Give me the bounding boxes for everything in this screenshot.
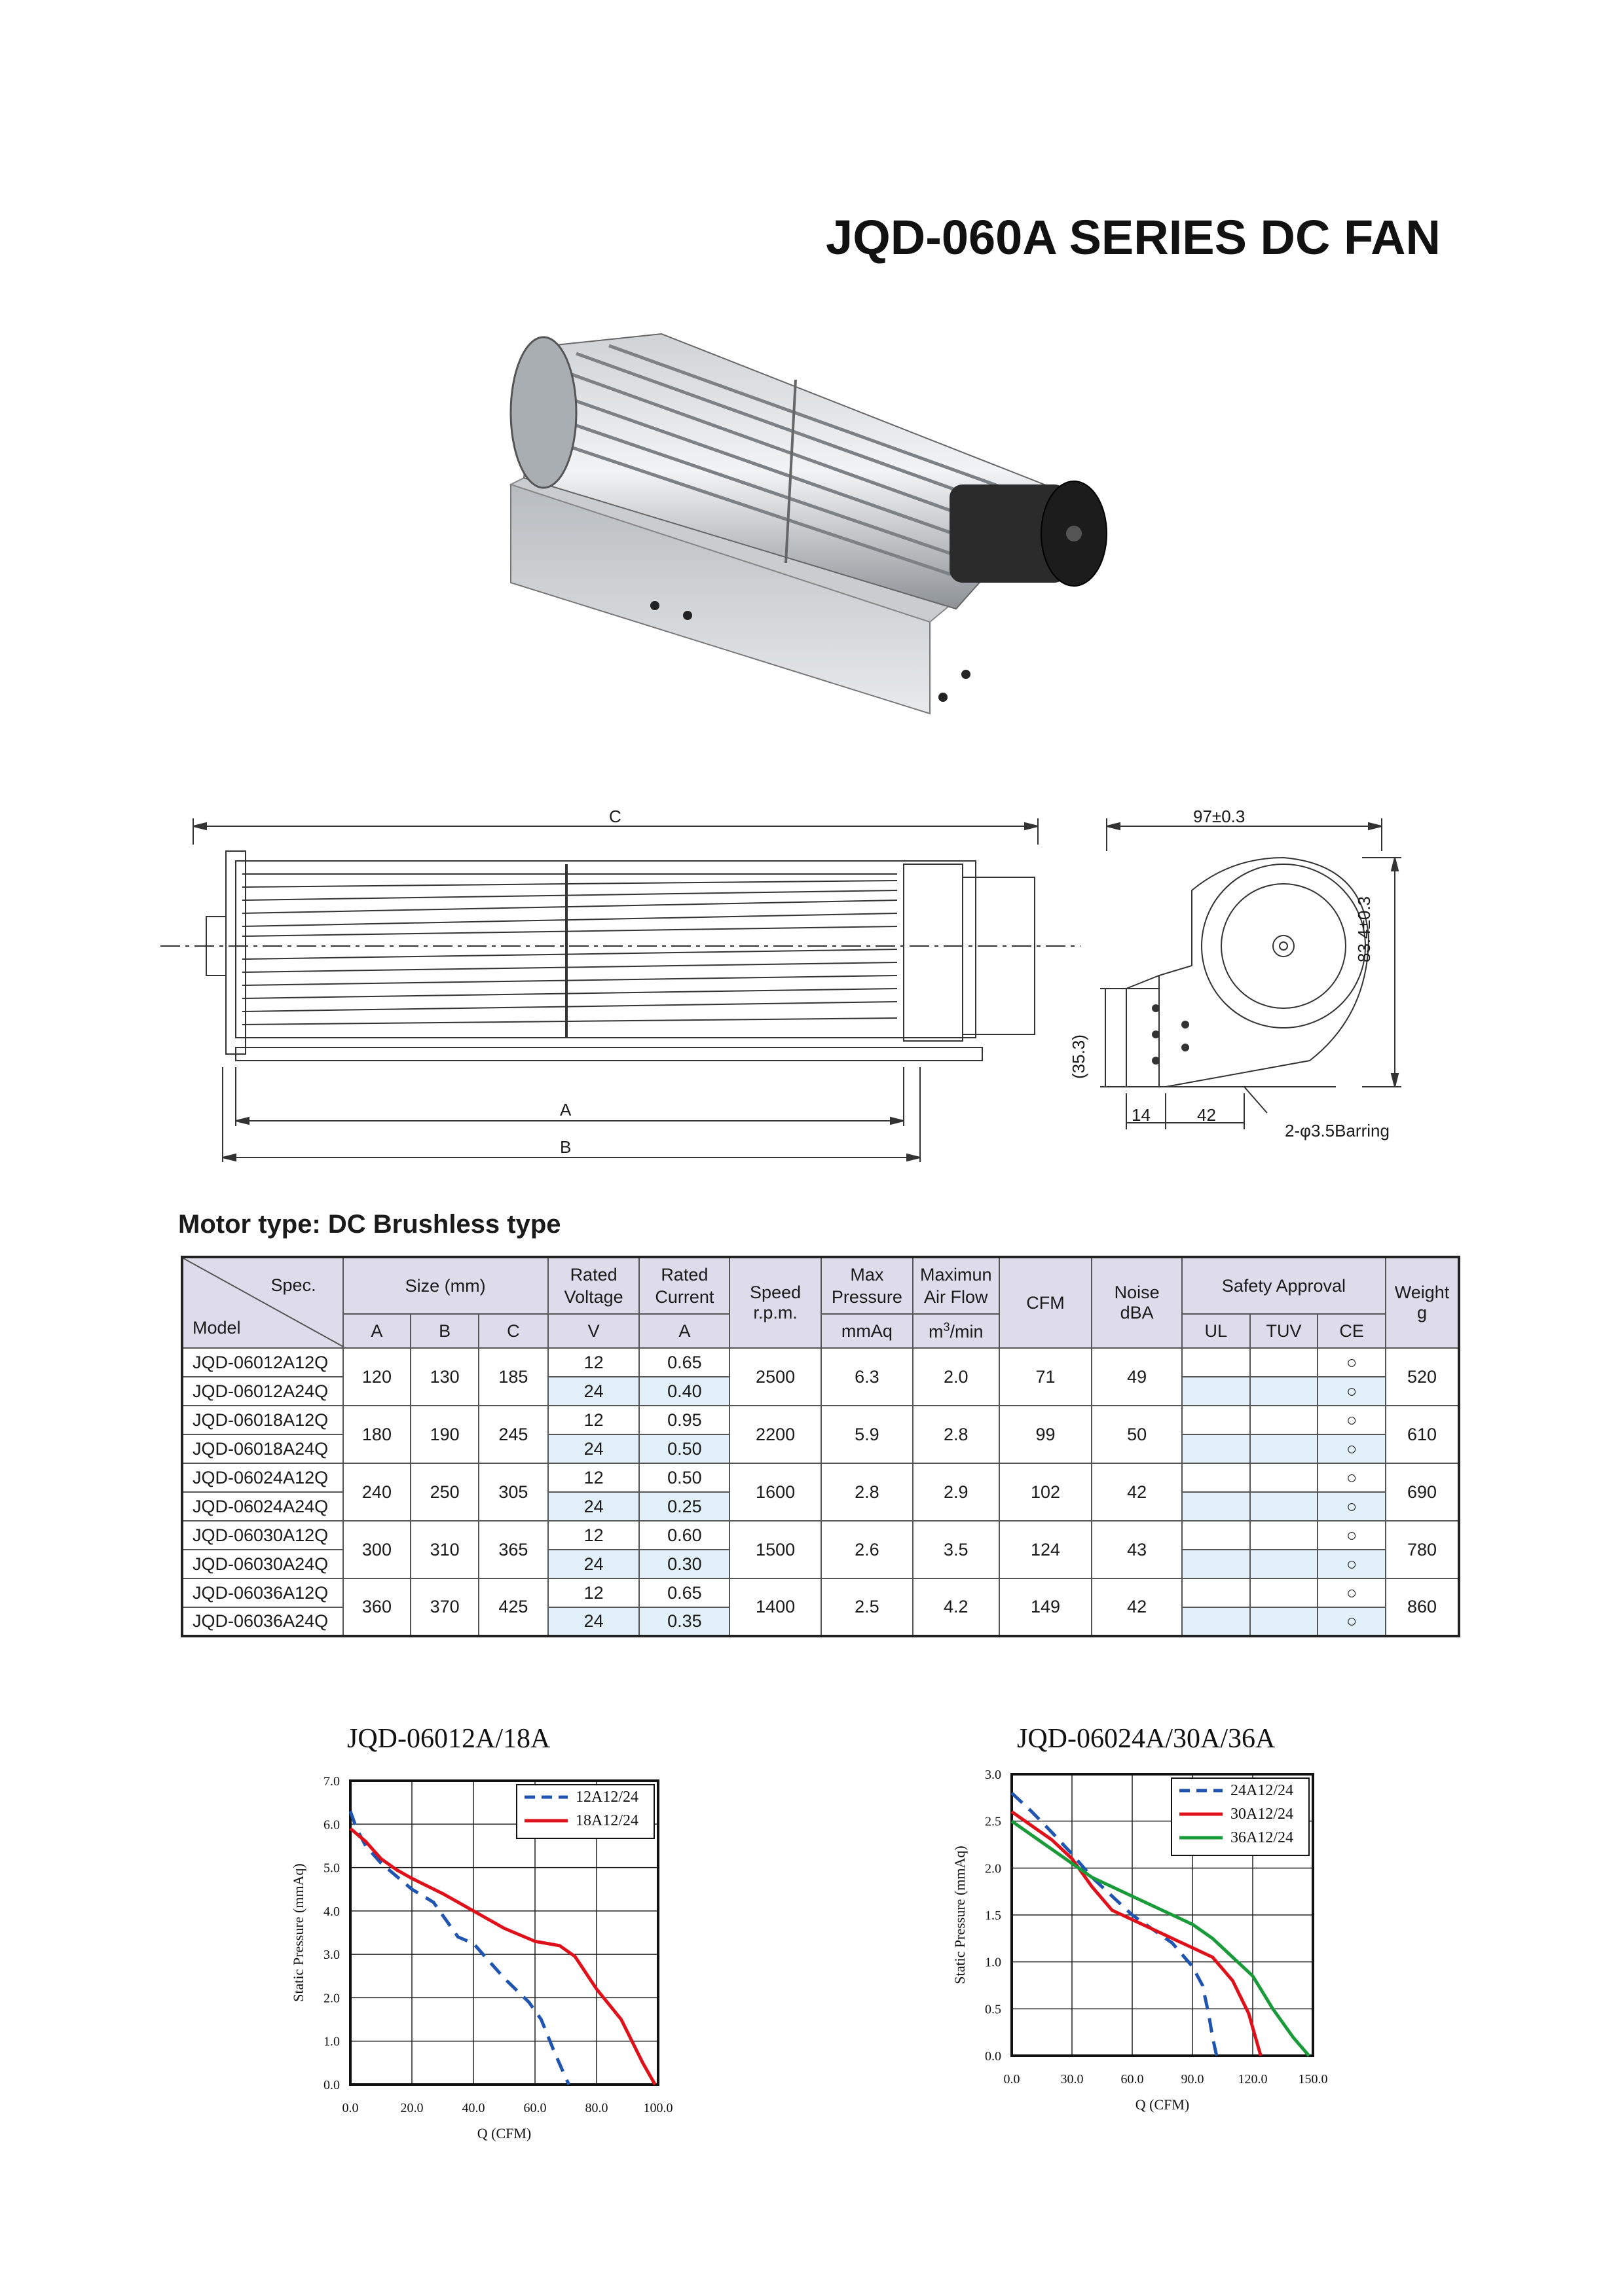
size-c-cell: 365: [479, 1521, 548, 1578]
chart-1: [288, 1768, 694, 2160]
model-cell: JQD-06012A12Q: [182, 1348, 343, 1377]
ce-cell: ○: [1318, 1348, 1386, 1377]
pressure-cell: 5.9: [821, 1406, 913, 1463]
x-axis-label: Q (CFM): [1135, 2096, 1190, 2113]
cfm-cell: 102: [999, 1463, 1092, 1521]
spec-table: [181, 1256, 1460, 1637]
max-pressure-header: Max Pressure: [821, 1257, 913, 1314]
model-cell: JQD-06018A24Q: [182, 1434, 343, 1463]
model-cell: JQD-06012A24Q: [182, 1377, 343, 1406]
tuv-cell: [1250, 1463, 1318, 1492]
front-view-drawing: [151, 799, 1080, 1165]
current-cell: 0.65: [639, 1348, 729, 1377]
size-a-cell: 300: [343, 1521, 411, 1578]
fan-product-image: [498, 308, 1231, 779]
tuv-cell: [1250, 1348, 1318, 1377]
y-tick-label: 0.0: [323, 2078, 340, 2092]
noise-header: Noise: [1114, 1283, 1160, 1302]
motor-type-heading: Motor type: DC Brushless type: [178, 1210, 561, 1239]
model-cell: JQD-06030A12Q: [182, 1521, 343, 1550]
x-tick-label: 150.0: [1298, 2072, 1328, 2086]
size-a-cell: 360: [343, 1578, 411, 1636]
voltage-cell: 24: [548, 1492, 640, 1521]
voltage-cell: 24: [548, 1377, 640, 1406]
size-a-cell: 120: [343, 1348, 411, 1406]
y-tick-label: 4.0: [323, 1904, 340, 1919]
chart2-title: JQD-06024A/30A/36A: [1017, 1724, 1276, 1754]
airflow-cell: 4.2: [913, 1578, 999, 1636]
legend-label: 12A12/24: [576, 1789, 638, 1806]
y-tick-label: 2.0: [323, 1991, 340, 2006]
voltage-cell: 24: [548, 1607, 640, 1636]
current-cell: 0.65: [639, 1578, 729, 1607]
voltage-unit-header: V: [548, 1314, 640, 1348]
x-tick-label: 60.0: [523, 2101, 547, 2115]
airflow-unit-tail: /min: [950, 1321, 984, 1341]
airflow-cell: 3.5: [913, 1521, 999, 1578]
noise-cell: 50: [1092, 1406, 1182, 1463]
y-tick-label: 2.5: [985, 1814, 1001, 1829]
dim-width: 97±0.3: [1193, 807, 1246, 826]
noise-header-cell: [1092, 1257, 1182, 1348]
ce-cell: ○: [1318, 1406, 1386, 1434]
voltage-cell: 12: [548, 1463, 640, 1492]
x-tick-label: 0.0: [1003, 2072, 1020, 2086]
airflow-cell: 2.0: [913, 1348, 999, 1406]
noise-cell: 42: [1092, 1463, 1182, 1521]
x-tick-label: 120.0: [1238, 2072, 1268, 2086]
rated-voltage-header: Rated Voltage: [548, 1257, 640, 1314]
ul-cell: [1182, 1607, 1250, 1636]
size-c-header: C: [479, 1314, 548, 1348]
speed-cell: 2200: [729, 1406, 821, 1463]
ce-cell: ○: [1318, 1550, 1386, 1578]
y-tick-label: 2.0: [985, 1861, 1001, 1876]
x-tick-label: 80.0: [585, 2101, 608, 2115]
airflow-unit-sup: 3: [943, 1320, 950, 1334]
y-tick-label: 5.0: [323, 1861, 340, 1876]
weight-header-cell: [1386, 1257, 1459, 1348]
speed-cell: 1400: [729, 1578, 821, 1636]
x-tick-label: 90.0: [1181, 2072, 1204, 2086]
weight-cell: 520: [1386, 1348, 1459, 1406]
ce-header: CE: [1318, 1314, 1386, 1348]
noise-cell: 49: [1092, 1348, 1182, 1406]
ce-cell: ○: [1318, 1492, 1386, 1521]
speed-header-cell: [729, 1257, 821, 1348]
tuv-cell: [1250, 1406, 1318, 1434]
x-tick-label: 20.0: [400, 2101, 424, 2115]
current-cell: 0.50: [639, 1434, 729, 1463]
cfm-cell: 124: [999, 1521, 1092, 1578]
x-axis-label: Q (CFM): [477, 2125, 532, 2141]
dim-height: 83.4±0.3: [1354, 896, 1374, 962]
size-header: Size (mm): [343, 1257, 548, 1314]
model-cell: JQD-06030A24Q: [182, 1550, 343, 1578]
dba-header: dBA: [1120, 1303, 1154, 1322]
y-tick-label: 3.0: [985, 1768, 1001, 1782]
dim-14: 14: [1132, 1105, 1151, 1125]
x-tick-label: 0.0: [342, 2101, 359, 2115]
table-row: [182, 1521, 1459, 1550]
page-title: JQD-060A SERIES DC FAN: [826, 210, 1441, 264]
model-cell: JQD-06036A12Q: [182, 1578, 343, 1607]
x-tick-label: 40.0: [462, 2101, 485, 2115]
ul-header: UL: [1182, 1314, 1250, 1348]
voltage-cell: 24: [548, 1434, 640, 1463]
voltage-cell: 12: [548, 1348, 640, 1377]
voltage-cell: 12: [548, 1578, 640, 1607]
ce-cell: ○: [1318, 1463, 1386, 1492]
ce-cell: ○: [1318, 1521, 1386, 1550]
size-b-cell: 130: [411, 1348, 479, 1406]
pressure-cell: 2.6: [821, 1521, 913, 1578]
airflow-cell: 2.9: [913, 1463, 999, 1521]
ul-cell: [1182, 1550, 1250, 1578]
size-c-cell: 185: [479, 1348, 548, 1406]
current-cell: 0.30: [639, 1550, 729, 1578]
chart-2: [950, 1768, 1356, 2134]
size-b-header: B: [411, 1314, 479, 1348]
speed-header: Speed: [750, 1283, 802, 1302]
ul-cell: [1182, 1348, 1250, 1377]
noise-cell: 43: [1092, 1521, 1182, 1578]
dim-side: (35.3): [1069, 1034, 1088, 1079]
current-cell: 0.95: [639, 1406, 729, 1434]
table-row: [182, 1578, 1459, 1607]
airflow-cell: 2.8: [913, 1406, 999, 1463]
y-tick-label: 3.0: [323, 1948, 340, 1963]
noise-cell: 42: [1092, 1578, 1182, 1636]
model-cell: JQD-06036A24Q: [182, 1607, 343, 1636]
tuv-cell: [1250, 1607, 1318, 1636]
weight-cell: 610: [1386, 1406, 1459, 1463]
series-line-18A12/24: [350, 1829, 655, 2085]
y-tick-label: 1.0: [323, 2034, 340, 2049]
speed-cell: 1600: [729, 1463, 821, 1521]
rpm-header: r.p.m.: [753, 1303, 798, 1322]
hole-note: 2-φ3.5Barring: [1285, 1121, 1390, 1140]
ce-cell: ○: [1318, 1434, 1386, 1463]
chart1-title: JQD-06012A/18A: [347, 1724, 551, 1754]
weight-header: Weight: [1394, 1283, 1450, 1302]
size-a-cell: 180: [343, 1406, 411, 1463]
size-c-cell: 425: [479, 1578, 548, 1636]
pressure-cell: 2.8: [821, 1463, 913, 1521]
series-line-36A12/24: [1012, 1821, 1309, 2056]
table-row: [182, 1406, 1459, 1434]
size-b-cell: 190: [411, 1406, 479, 1463]
spec-header: Spec.: [270, 1275, 316, 1295]
size-c-cell: 305: [479, 1463, 548, 1521]
ul-cell: [1182, 1492, 1250, 1521]
x-tick-label: 100.0: [643, 2101, 673, 2115]
tuv-header: TUV: [1250, 1314, 1318, 1348]
dim-label-a: A: [560, 1100, 572, 1120]
y-axis-label: Static Pressure (mmAq): [290, 1863, 306, 2002]
weight-cell: 690: [1386, 1463, 1459, 1521]
current-cell: 0.60: [639, 1521, 729, 1550]
cfm-cell: 99: [999, 1406, 1092, 1463]
current-cell: 0.40: [639, 1377, 729, 1406]
current-cell: 0.35: [639, 1607, 729, 1636]
ul-cell: [1182, 1377, 1250, 1406]
ce-cell: ○: [1318, 1377, 1386, 1406]
ul-cell: [1182, 1434, 1250, 1463]
table-row: [182, 1348, 1459, 1377]
ce-cell: ○: [1318, 1607, 1386, 1636]
tuv-cell: [1250, 1492, 1318, 1521]
max-airflow-header: Maximun Air Flow: [913, 1257, 999, 1314]
voltage-cell: 24: [548, 1550, 640, 1578]
dim-42: 42: [1197, 1105, 1216, 1125]
table-row: [182, 1463, 1459, 1492]
size-a-cell: 240: [343, 1463, 411, 1521]
speed-cell: 1500: [729, 1521, 821, 1578]
size-c-cell: 245: [479, 1406, 548, 1463]
dim-label-b: B: [560, 1137, 572, 1157]
tuv-cell: [1250, 1578, 1318, 1607]
tuv-cell: [1250, 1434, 1318, 1463]
y-tick-label: 6.0: [323, 1817, 340, 1832]
legend-label: 36A12/24: [1230, 1829, 1293, 1846]
tuv-cell: [1250, 1377, 1318, 1406]
safety-header: Safety Approval: [1182, 1257, 1386, 1314]
rated-current-header: Rated Current: [639, 1257, 729, 1314]
y-tick-label: 1.0: [985, 1955, 1001, 1970]
g-header: g: [1416, 1303, 1428, 1322]
series-line-12A12/24: [350, 1811, 569, 2085]
current-cell: 0.25: [639, 1492, 729, 1521]
cfm-cell: 71: [999, 1348, 1092, 1406]
legend-label: 24A12/24: [1230, 1782, 1293, 1799]
weight-cell: 860: [1386, 1578, 1459, 1636]
ul-cell: [1182, 1463, 1250, 1492]
model-header: Model: [193, 1318, 241, 1338]
size-b-cell: 250: [411, 1463, 479, 1521]
current-cell: 0.50: [639, 1463, 729, 1492]
x-tick-label: 30.0: [1060, 2072, 1084, 2086]
x-tick-label: 60.0: [1120, 2072, 1144, 2086]
dim-label-c: C: [609, 807, 621, 826]
tuv-cell: [1250, 1521, 1318, 1550]
cfm-header: CFM: [999, 1257, 1092, 1348]
ul-cell: [1182, 1578, 1250, 1607]
cfm-cell: 149: [999, 1578, 1092, 1636]
speed-cell: 2500: [729, 1348, 821, 1406]
current-unit-header: A: [639, 1314, 729, 1348]
model-cell: JQD-06018A12Q: [182, 1406, 343, 1434]
spec-model-header-cell: [182, 1257, 343, 1348]
y-tick-label: 0.0: [985, 2049, 1001, 2064]
pressure-cell: 2.5: [821, 1578, 913, 1636]
pressure-cell: 6.3: [821, 1348, 913, 1406]
legend-label: 30A12/24: [1230, 1806, 1293, 1823]
ce-cell: ○: [1318, 1578, 1386, 1607]
size-b-cell: 370: [411, 1578, 479, 1636]
ul-cell: [1182, 1521, 1250, 1550]
size-a-header: A: [343, 1314, 411, 1348]
tuv-cell: [1250, 1550, 1318, 1578]
size-b-cell: 310: [411, 1521, 479, 1578]
y-axis-label: Static Pressure (mmAq): [951, 1846, 968, 1984]
voltage-cell: 12: [548, 1521, 640, 1550]
pressure-unit-header: mmAq: [821, 1314, 913, 1348]
y-tick-label: 1.5: [985, 1908, 1001, 1923]
y-tick-label: 0.5: [985, 2002, 1001, 2017]
y-tick-label: 7.0: [323, 1774, 340, 1789]
airflow-unit-header: [913, 1314, 999, 1348]
side-view-drawing: [1061, 799, 1401, 1139]
weight-cell: 780: [1386, 1521, 1459, 1578]
ul-cell: [1182, 1406, 1250, 1434]
voltage-cell: 12: [548, 1406, 640, 1434]
model-cell: JQD-06024A24Q: [182, 1492, 343, 1521]
legend-label: 18A12/24: [576, 1812, 638, 1829]
spec-table-body: [182, 1348, 1459, 1636]
model-cell: JQD-06024A12Q: [182, 1463, 343, 1492]
airflow-unit-m: m: [928, 1321, 944, 1341]
